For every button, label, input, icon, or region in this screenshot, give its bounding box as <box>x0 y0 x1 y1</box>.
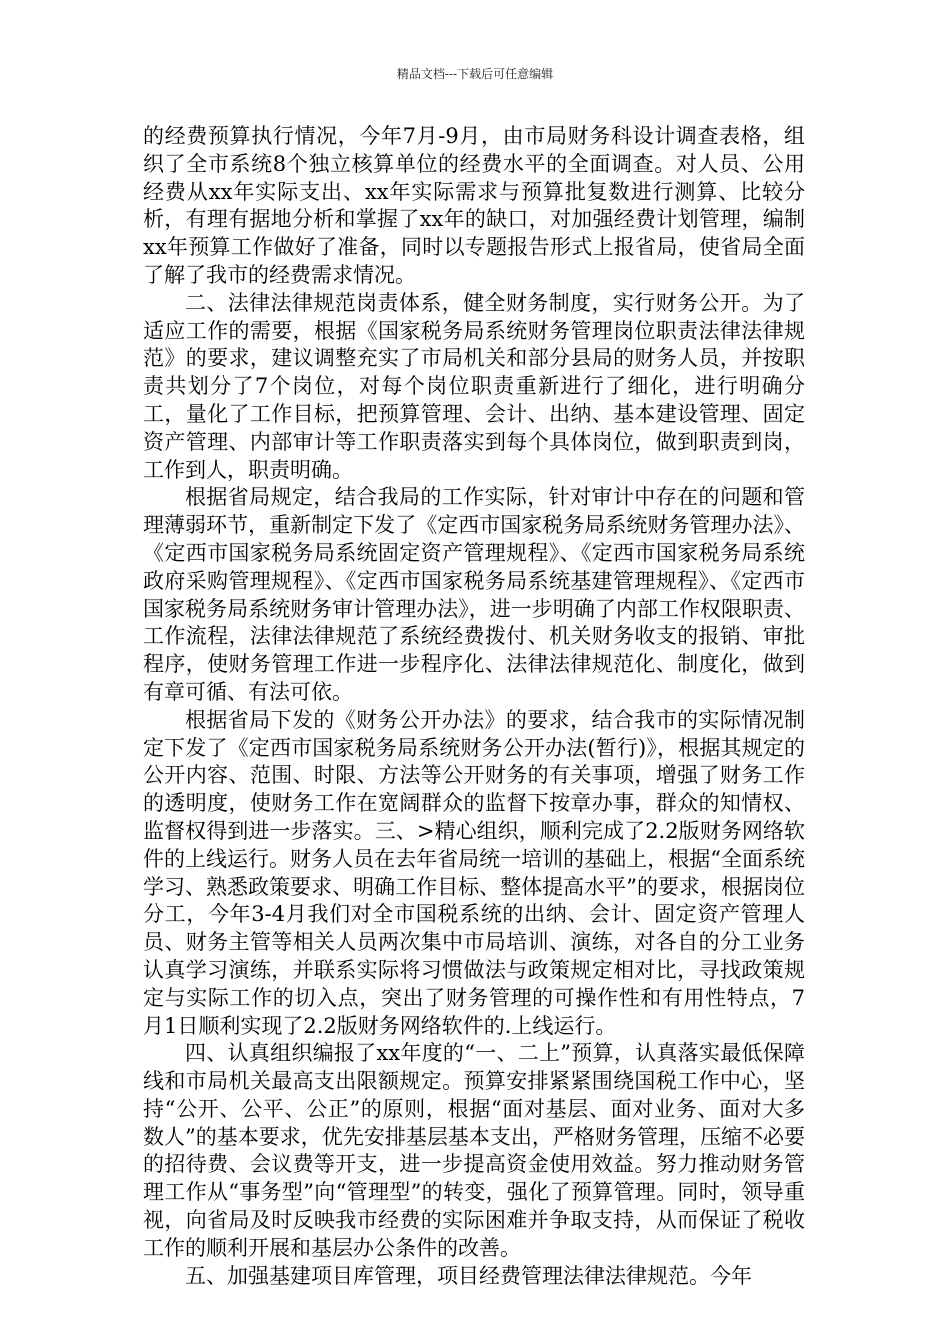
paragraph-section-four: 四、认真组织编报了xx年度的“一、二上”预算，认真落实最低保障线和市局机关最高支出限额规定。预算安排紧紧围绕国税工作中心，坚持“公开、公平、公正”的原则，根据“面对基层、面对业务、面对大多数人”的基本要求，优先安排基层基本支出，严格财务管理，压缩不必要的招待费、会议费等开支，进一步提高资金使用效益。努力推动财务管理工作从“事务型”向“管理型”的转变，强化了预算管理。同时，领导重视，向省局及时反映我市经费的实际困难并争取支持，从而保证了税收工作的顺利开展和基层办公条件的改善。 <box>143 1041 805 1260</box>
paragraph-section-five: 五、加强基建项目库管理，项目经费管理法律法律规范。今年 <box>185 1263 752 1288</box>
paragraph-provincial-rules: 根据省局规定，结合我局的工作实际，针对审计中存在的问题和管理薄弱环节，重新制定下发了《定西市国家税务局系统财务管理办法》、《定西市国家税务局系统固定资产管理规程》、《定西市国家税务局系统政府采购管理规程》、《定西市国家税务局系统基建管理规程》、《定西市国家税务局系统财务审计管理办法》，进一步明确了内部工作权限职责、工作流程，法律法律规范了系统经费拨付、机关财务收支的报销、审批程序，使财务管理工作进一步程序化、法律法律规范化、制度化，做到有章可循、有法可依。 <box>143 485 805 704</box>
paragraph-section-two: 二、法律法律规范岗责体系，健全财务制度，实行财务公开。为了适应工作的需要，根据《国家税务局系统财务管理岗位职责法律法律规范》的要求，建议调整充实了市局机关和部分县局的财务人员，并按职责共划分了7个岗位，对每个岗位职责重新进行了细化，进行明确分工，量化了工作目标，把预算管理、会计、出纳、基本建设管理、固定资产管理、内部审计等工作职责落实到每个具体岗位，做到职责到岗，工作到人，职责明确。 <box>143 290 805 482</box>
document-body <box>143 123 805 1290</box>
paragraph-budget-execution: 的经费预算执行情况，今年7月-9月，由市局财务科设计调查表格，组织了全市系统8个独立核算单位的经费水平的全面调查。对人员、公用经费从xx年实际支出、xx年实际需求与预算批复数进行测算、比较分析，有理有据地分析和掌握了xx年的缺口，对加强经费计划管理，编制xx年预算工作做好了准备，同时以专题报告形式上报省局，使省局全面了解了我市的经费需求情况。 <box>143 124 805 287</box>
paragraph-financial-disclosure: 根据省局下发的《财务公开办法》的要求，结合我市的实际情况制定下发了《定西市国家税务局系统财务公开办法(暂行)》，根据其规定的公开内容、范围、时限、方法等公开财务的有关事项，增强了财务工作的透明度，使财务工作在宽阔群众的监督下按章办事，群众的知情权、监督权得到进一步落实。三、>精心组织，顺利完成了2.2版财务网络软件的上线运行。财务人员在去年省局统一培训的基础上，根据“全面系统学习、熟悉政策要求、明确工作目标、整体提高水平”的要求，根据岗位分工，今年3-4月我们对全市国税系统的出纳、会计、固定资产管理人员、财务主管等相关人员两次集中市局培训、演练，对各自的分工业务认真学习演练，并联系实际将习惯做法与政策规定相对比，寻找政策规定与实际工作的切入点，突出了财务管理的可操作性和有用性特点，7月1日顺利实现了2.2版财务网络软件的.上线运行。 <box>143 707 805 1038</box>
page-header: 精品文档---下载后可任意编辑 <box>396 67 554 81</box>
